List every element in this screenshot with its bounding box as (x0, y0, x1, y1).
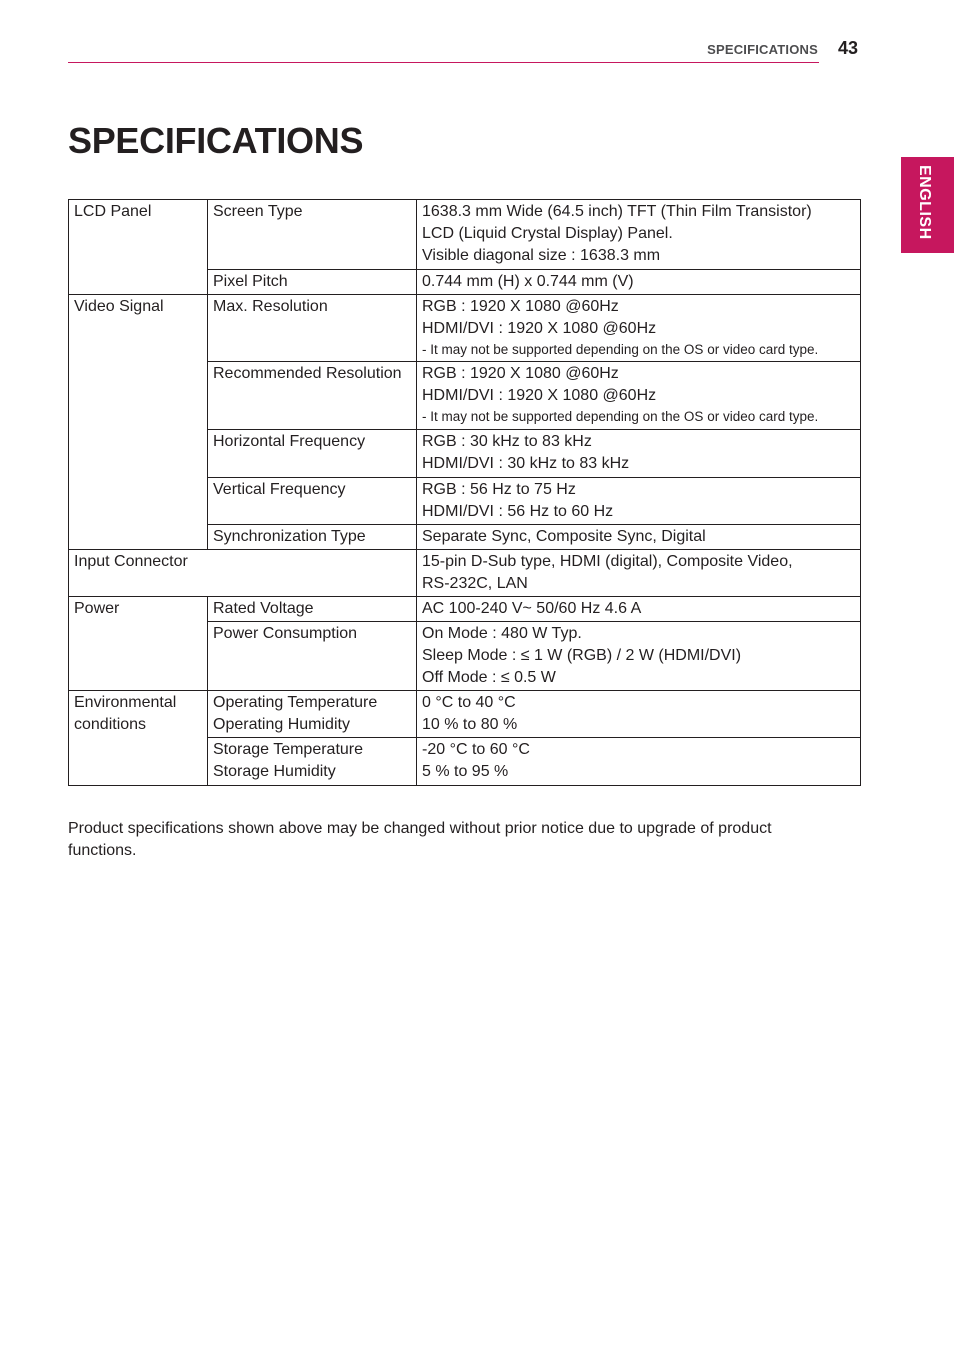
item-cell (208, 200, 417, 270)
value-line: 1638.3 mm Wide (64.5 inch) TFT (Thin Film Transistor) (422, 203, 812, 220)
category-cell (69, 295, 208, 550)
value-line: HDMI/DVI : 1920 X 1080 @60Hz (422, 320, 657, 337)
value-line: 5 % to 95 % (422, 763, 509, 780)
value-line: RGB : 56 Hz to 75 Hz (422, 481, 576, 498)
support-note: - It may not be supported depending on the OS or video card type. (422, 409, 819, 424)
item-label: Synchronization Type (213, 528, 366, 545)
value-cell (417, 478, 861, 525)
category-cell (69, 691, 208, 786)
value-cell (417, 362, 861, 430)
table-row (69, 550, 861, 597)
value-line: Visible diagonal size : 1638.3 mm (422, 247, 661, 264)
value-line: HDMI/DVI : 30 kHz to 83 kHz (422, 455, 630, 472)
category-label: Environmental (74, 694, 177, 711)
value-cell (417, 270, 861, 295)
header-divider (68, 62, 819, 63)
table-row (69, 295, 861, 362)
page-number: 43 (838, 38, 859, 58)
item-label: Horizontal Frequency (213, 433, 366, 450)
category-label: conditions (74, 716, 147, 733)
value-line: Off Mode : ≤ 0.5 W (422, 669, 556, 686)
category-label: LCD Panel (74, 203, 152, 220)
language-tab (901, 157, 954, 253)
item-cell (208, 525, 417, 550)
value-line: HDMI/DVI : 1920 X 1080 @60Hz (422, 387, 657, 404)
value-cell (417, 597, 861, 622)
value-cell (417, 550, 861, 597)
header-section-label: SPECIFICATIONS (707, 42, 818, 57)
value-line: 15-pin D-Sub type, HDMI (digital), Composite Video, (422, 553, 793, 570)
value-cell (417, 200, 861, 270)
specifications-table (68, 199, 861, 786)
value-cell (417, 295, 861, 362)
value-line: Separate Sync, Composite Sync, Digital (422, 528, 706, 545)
value-line: LCD (Liquid Crystal Display) Panel. (422, 225, 673, 242)
value-line: 0 °C to 40 °C (422, 694, 516, 711)
category-cell (69, 550, 417, 597)
item-cell (208, 270, 417, 295)
item-label: Storage Temperature (213, 741, 364, 758)
item-label: Storage Humidity (213, 763, 336, 780)
value-line: RGB : 1920 X 1080 @60Hz (422, 298, 619, 315)
category-label: Input Connector (74, 553, 188, 570)
value-cell (417, 525, 861, 550)
item-cell (208, 478, 417, 525)
item-label: Operating Temperature (213, 694, 378, 711)
value-line: AC 100-240 V~ 50/60 Hz 4.6 A (422, 600, 642, 617)
value-line: 10 % to 80 % (422, 716, 518, 733)
value-line: 0.744 mm (H) x 0.744 mm (V) (422, 273, 634, 290)
item-label: Max. Resolution (213, 298, 328, 315)
item-label: Vertical Frequency (213, 481, 346, 498)
item-cell (208, 295, 417, 362)
value-line: RS-232C, LAN (422, 575, 528, 592)
item-cell (208, 691, 417, 738)
item-cell (208, 430, 417, 478)
disclaimer-line: Product specifications shown above may be changed without prior notice due to upgrade of product (68, 820, 772, 837)
item-cell (208, 738, 417, 786)
category-cell (69, 200, 208, 295)
value-line: RGB : 1920 X 1080 @60Hz (422, 365, 619, 382)
table-row (69, 597, 861, 622)
table-row (69, 691, 861, 738)
value-line: Sleep Mode : ≤ 1 W (RGB) / 2 W (HDMI/DVI) (422, 647, 742, 664)
value-cell (417, 622, 861, 691)
value-line: -20 °C to 60 °C (422, 741, 530, 758)
item-label: Screen Type (213, 203, 303, 220)
page-title: SPECIFICATIONS (68, 120, 364, 161)
value-cell (417, 738, 861, 786)
item-label: Recommended Resolution (213, 365, 402, 382)
value-cell (417, 430, 861, 478)
item-cell (208, 597, 417, 622)
value-line: RGB : 30 kHz to 83 kHz (422, 433, 592, 450)
category-label: Video Signal (74, 298, 164, 315)
support-note: - It may not be supported depending on the OS or video card type. (422, 342, 819, 357)
item-label: Pixel Pitch (213, 273, 288, 290)
category-cell (69, 597, 208, 691)
value-line: HDMI/DVI : 56 Hz to 60 Hz (422, 503, 614, 520)
value-cell (417, 691, 861, 738)
value-line: On Mode : 480 W Typ. (422, 625, 582, 642)
specifications-disclaimer (68, 818, 828, 862)
disclaimer-line: functions. (68, 842, 137, 859)
item-label: Operating Humidity (213, 716, 350, 733)
item-cell (208, 622, 417, 691)
category-label: Power (74, 600, 120, 617)
item-label: Power Consumption (213, 625, 358, 642)
item-cell (208, 362, 417, 430)
language-tab-label: ENGLISH (916, 165, 933, 240)
table-row (69, 200, 861, 270)
item-label: Rated Voltage (213, 600, 314, 617)
